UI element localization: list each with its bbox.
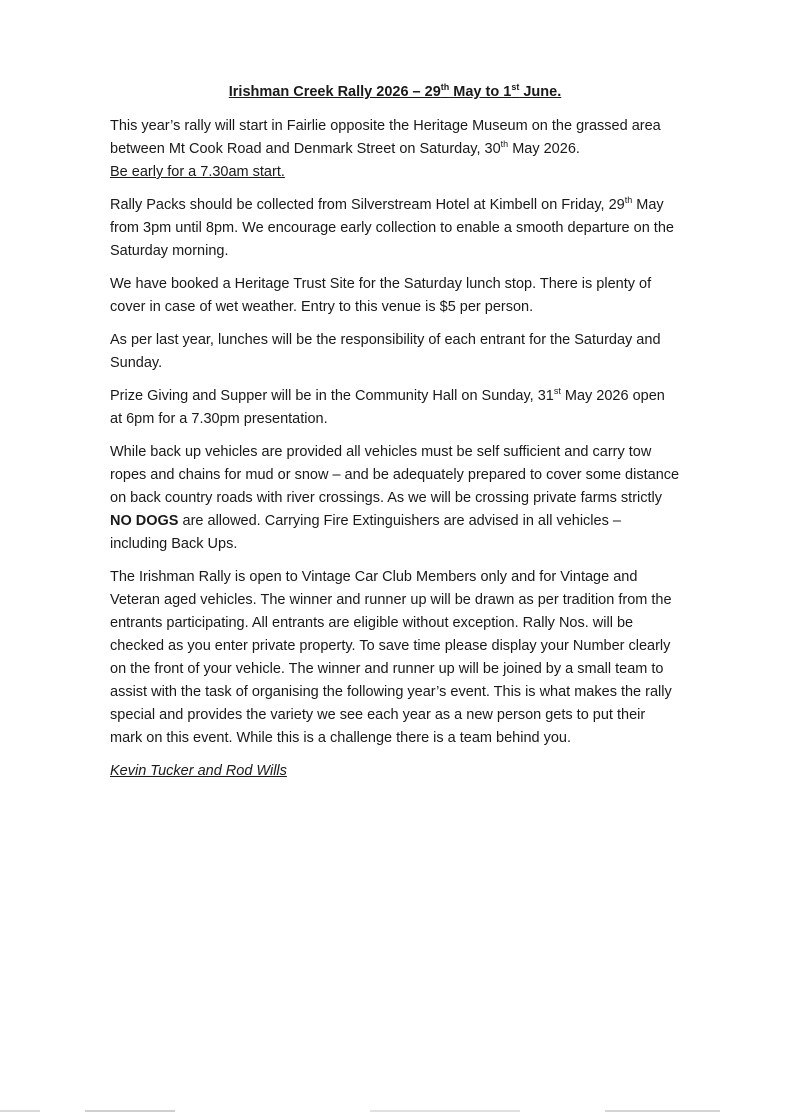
no-dogs-emphasis: NO DOGS (110, 513, 179, 529)
paragraph-lunches: As per last year, lunches will be the responsibility of each entrant for the Saturday and Sunday. (110, 332, 661, 371)
start-date-text: May 2026. (508, 141, 580, 157)
vehicles-text-a: While back up vehicles are provided all vehicles must be self sufficient and carry tow ropes and chains for mud or snow – and be adequately prepared to cover some distance on back country roads with river crossings. As we will be crossing private farms strictly (110, 444, 680, 506)
title-superscript-1: th (440, 82, 450, 93)
scan-edge-artifact (0, 1110, 789, 1112)
prize-giving-text-b: May 2026 open at 6pm for a 7.30pm presentation. (110, 388, 665, 427)
title-text-part-1: Irishman Creek Rally 2026 – 29 (228, 84, 441, 100)
title-text-part-2: May to 1 (449, 84, 512, 100)
rally-packs-text-a: Rally Packs should be collected from Silverstream Hotel at Kimbell on Friday, 29 (110, 197, 625, 213)
paragraph-rally-info: The Irishman Rally is open to Vintage Car Club Members only and for Vintage and Veteran aged vehicles. The winner and runner up will be drawn as per tradition from the entrants participating. All entrants are eligible without exception. Rally Nos. will be checked as you enter private property. To save time please display your Number clearly on the front of your vehicle. The winner and runner up will be joined by a small team to assist with the task of organising the following year’s event. This is what makes the rally special and provides the variety we see each year as a new person gets to put their mark on this event. While this is a challenge there is a team behind you. (110, 569, 672, 746)
signature: Kevin Tucker and Rod Wills (110, 763, 287, 779)
paragraph-prize-giving (110, 385, 680, 431)
document-title (110, 82, 680, 102)
paragraph-rally-packs (110, 194, 680, 263)
paragraph-start-location (110, 115, 680, 184)
document-page (110, 82, 680, 783)
prize-giving-superscript: st (553, 386, 561, 397)
vehicles-text-b: are allowed. Carrying Fire Extinguishers are advised in all vehicles – including Back Ups. (110, 513, 621, 552)
paragraph-vehicles (110, 441, 680, 556)
early-start-note: Be early for a 7.30am start. (110, 164, 285, 180)
start-date-superscript: th (500, 139, 509, 150)
prize-giving-text-a: Prize Giving and Supper will be in the Community Hall on Sunday, 31 (110, 388, 554, 404)
rally-packs-text-b: May from 3pm until 8pm. We encourage early collection to enable a smooth departure on the Saturday morning. (110, 197, 674, 259)
title-text-part-3: June. (519, 84, 562, 100)
title-superscript-2: st (511, 82, 520, 93)
rally-packs-superscript: th (624, 195, 633, 206)
start-location-text: This year’s rally will start in Fairlie opposite the Heritage Museum on the grassed area between Mt Cook Road and Denmark Street on Saturday, 30 (110, 118, 661, 157)
paragraph-lunch-stop: We have booked a Heritage Trust Site for the Saturday lunch stop. There is plenty of cover in case of wet weather. Entry to this venue is $5 per person. (110, 276, 652, 315)
